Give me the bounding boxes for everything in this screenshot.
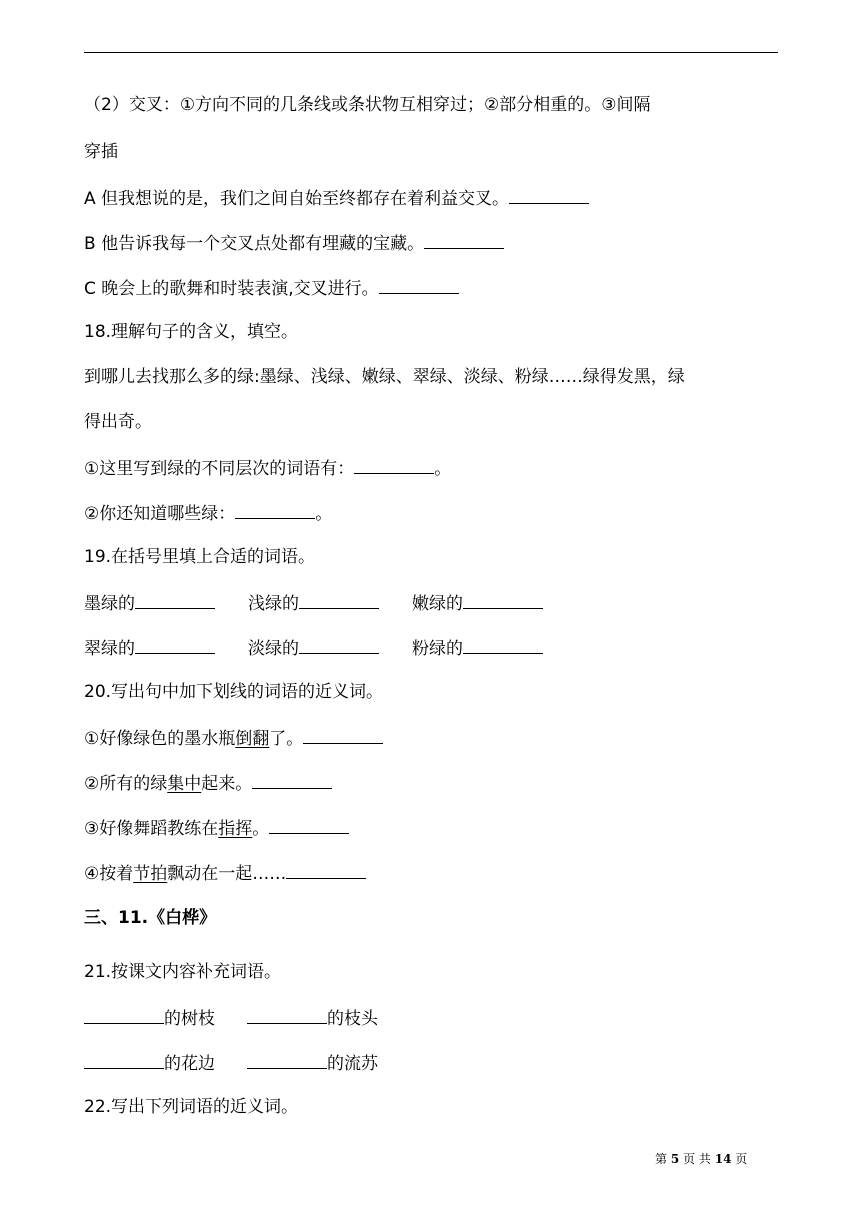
sentence-text: ④按着 (84, 864, 134, 884)
answer-blank[interactable] (303, 725, 383, 744)
section-heading: 三、11.《白桦》 (84, 908, 217, 928)
item-label: 浅绿的 (248, 594, 299, 614)
answer-blank[interactable] (509, 185, 589, 204)
fill-item (248, 635, 412, 661)
q17-sentence-b (84, 230, 504, 256)
answer-blank[interactable] (299, 635, 379, 654)
answer-blank[interactable] (463, 590, 543, 609)
q17-part2-line1: （2）交叉：①方向不同的几条线或条状物互相穿过；②部分相重的。③间隔 (84, 95, 651, 115)
sentence-text: ③好像舞蹈教练在 (84, 819, 219, 839)
answer-blank[interactable] (424, 230, 504, 249)
item-label: 的花边 (164, 1054, 215, 1074)
q20-subquestion-1 (84, 725, 383, 751)
q19-title: 19.在括号里填上合适的词语。 (84, 547, 316, 567)
q18-title: 18.理解句子的含义，填空。 (84, 322, 299, 342)
item-label: 的流苏 (327, 1054, 378, 1074)
sentence-text: B 他告诉我每一个交叉点处都有埋藏的宝藏。 (84, 234, 425, 254)
q19-row-2 (84, 635, 543, 661)
answer-blank[interactable] (135, 635, 215, 654)
underlined-word: 倒翻 (235, 729, 270, 749)
q21-row-1 (84, 1005, 378, 1031)
answer-blank[interactable] (235, 500, 315, 519)
sentence-text: 了。 (269, 729, 304, 749)
answer-blank[interactable] (354, 455, 434, 474)
footer-text: 第 (655, 1152, 668, 1166)
q21-row-2 (84, 1050, 378, 1076)
q21-title: 21.按课文内容补充词语。 (84, 962, 282, 982)
item-label: 翠绿的 (84, 639, 135, 659)
fill-item (248, 590, 412, 616)
footer-text: 页 (735, 1152, 748, 1166)
item-label: 嫩绿的 (412, 594, 463, 614)
sentence-text: A 但我想说的是，我们之间自始至终都存在着利益交叉。 (84, 189, 510, 209)
q20-subquestion-4 (84, 860, 366, 886)
q18-paragraph-line1: 到哪儿去找那么多的绿:墨绿、浅绿、嫩绿、翠绿、淡绿、粉绿……绿得发黑，绿 (84, 367, 685, 387)
subquestion-text: ②你还知道哪些绿： (84, 504, 236, 524)
total-page-number: 14 (714, 1152, 732, 1166)
underlined-word: 节拍 (133, 864, 168, 884)
answer-blank[interactable] (84, 1005, 164, 1024)
q22-title: 22.写出下列词语的近义词。 (84, 1097, 299, 1117)
answer-blank[interactable] (247, 1005, 327, 1024)
sentence-text: 飘动在一起…… (167, 864, 287, 884)
fill-item (84, 1005, 247, 1031)
q17-part2-line2: 穿插 (84, 142, 118, 162)
item-label: 的树枝 (164, 1009, 215, 1029)
item-label: 的枝头 (327, 1009, 378, 1029)
answer-blank[interactable] (379, 275, 459, 294)
q18-subquestion-2 (84, 500, 332, 526)
sentence-text: C 晚会上的歌舞和时装表演,交叉进行。 (84, 279, 379, 299)
sentence-text: 。 (252, 819, 270, 839)
q19-row-1 (84, 590, 543, 616)
q18-subquestion-1 (84, 455, 451, 481)
q20-subquestion-3 (84, 815, 349, 841)
q17-sentence-a (84, 185, 589, 211)
sentence-text: ①好像绿色的墨水瓶 (84, 729, 236, 749)
q18-paragraph-line2: 得出奇。 (84, 412, 152, 432)
q17-sentence-c (84, 275, 459, 301)
q20-subquestion-2 (84, 770, 332, 796)
sentence-text: ②所有的绿 (84, 774, 168, 794)
footer-text: 页 (683, 1152, 696, 1166)
period: 。 (434, 459, 452, 479)
fill-item (84, 590, 248, 616)
fill-item (247, 1050, 378, 1076)
answer-blank[interactable] (269, 815, 349, 834)
item-label: 墨绿的 (84, 594, 135, 614)
answer-blank[interactable] (299, 590, 379, 609)
answer-blank[interactable] (247, 1050, 327, 1069)
sentence-text: 起来。 (201, 774, 253, 794)
answer-blank[interactable] (463, 635, 543, 654)
q20-title: 20.写出句中加下划线的词语的近义词。 (84, 682, 384, 702)
footer-text: 共 (698, 1152, 711, 1166)
underlined-word: 指挥 (218, 819, 253, 839)
item-label: 粉绿的 (412, 639, 463, 659)
fill-item (412, 590, 543, 616)
header-rule (84, 52, 778, 53)
subquestion-text: ①这里写到绿的不同层次的词语有： (84, 459, 355, 479)
fill-item (412, 635, 543, 661)
answer-blank[interactable] (135, 590, 215, 609)
answer-blank[interactable] (252, 770, 332, 789)
answer-blank[interactable] (286, 860, 366, 879)
answer-blank[interactable] (84, 1050, 164, 1069)
fill-item (84, 1050, 247, 1076)
item-label: 淡绿的 (248, 639, 299, 659)
underlined-word: 集中 (167, 774, 202, 794)
current-page-number: 5 (670, 1152, 680, 1166)
fill-item (84, 635, 248, 661)
fill-item (247, 1005, 378, 1031)
period: 。 (315, 504, 333, 524)
page-footer (655, 1150, 747, 1167)
